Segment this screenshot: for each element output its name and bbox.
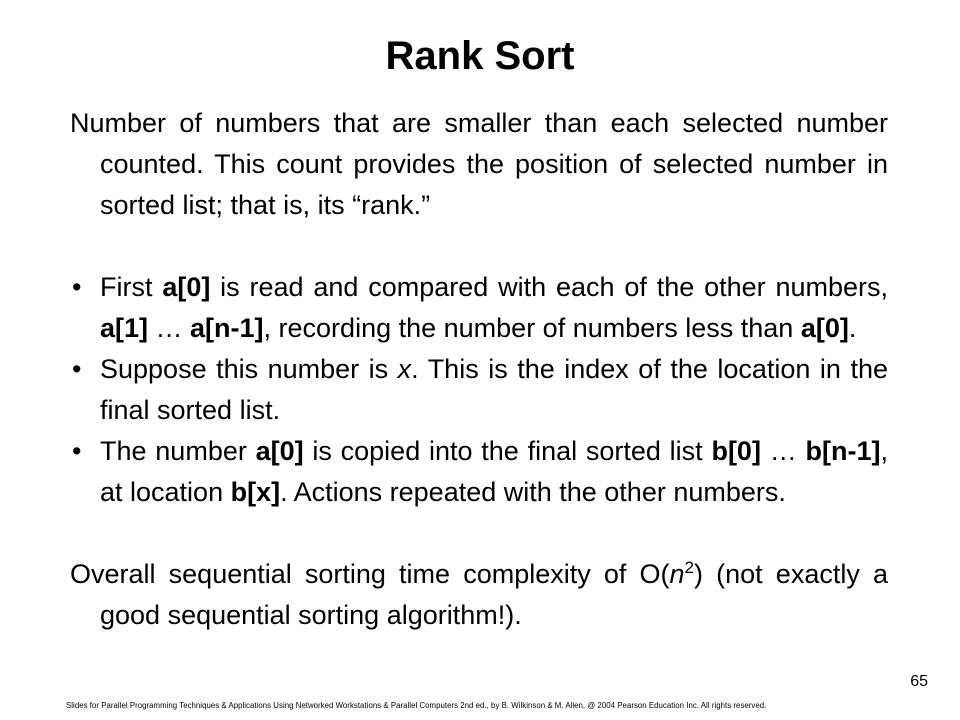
code-term: a[0] (162, 272, 211, 302)
conclusion-text: ) (not exactly a good sequential sorting algorithm!). (100, 559, 888, 630)
bullet-mark: • (72, 272, 82, 302)
code-term: a[1] (100, 313, 149, 343)
bullet-text: First (100, 272, 163, 302)
code-term: b[0] (711, 436, 761, 466)
code-term: a[0] (255, 436, 304, 466)
bullet-item-read-compare (70, 267, 888, 349)
bullet-text: , at location (100, 436, 888, 507)
conclusion-text: Overall sequential sorting time complexity of O( (70, 559, 670, 589)
variable-term: n (669, 559, 685, 589)
bullet-mark: • (72, 354, 82, 384)
bullet-text: . Actions repeated with the other numbers. (280, 477, 786, 507)
intro-text: Number of numbers that are smaller than each selected number counted. This count provides the position of selected number in sorted list; that is, its “rank.” (70, 108, 888, 220)
slide-content (70, 103, 888, 636)
bullet-text: … (148, 313, 191, 343)
bullet-text: , recording the number of numbers less than (263, 313, 801, 343)
code-term: a[0] (800, 313, 849, 343)
bullet-item-copy (70, 431, 888, 513)
page-number: 65 (910, 673, 928, 690)
bullet-item-index (70, 349, 888, 431)
intro-paragraph (70, 103, 888, 226)
bullet-text: is copied into the final sorted list (303, 436, 712, 466)
bullet-mark: • (72, 436, 82, 466)
variable-term: x (397, 354, 412, 384)
footer-copyright: Slides for Parallel Programming Techniques & Applications Using Networked Workstations & Parallel Computers 2nd ed., by B. Wilkinson & M. Allen, @ 2004 Pearson Education Inc. All rights reserved. (66, 701, 767, 710)
slide-title: Rank Sort (385, 34, 575, 78)
bullet-text: The number (100, 436, 256, 466)
bullet-text: . (848, 313, 857, 343)
code-term: b[n-1] (805, 436, 881, 466)
conclusion-paragraph (70, 554, 888, 636)
code-term: a[n-1] (190, 313, 264, 343)
bullet-text: Suppose this number is (100, 354, 398, 384)
bullet-text: is read and compared with each of the other numbers, (210, 272, 888, 302)
code-term: b[x] (230, 477, 281, 507)
bullet-text: … (760, 436, 806, 466)
bullet-text: . This is the index of the location in the final sorted list. (100, 354, 888, 425)
exponent: 2 (684, 558, 695, 577)
